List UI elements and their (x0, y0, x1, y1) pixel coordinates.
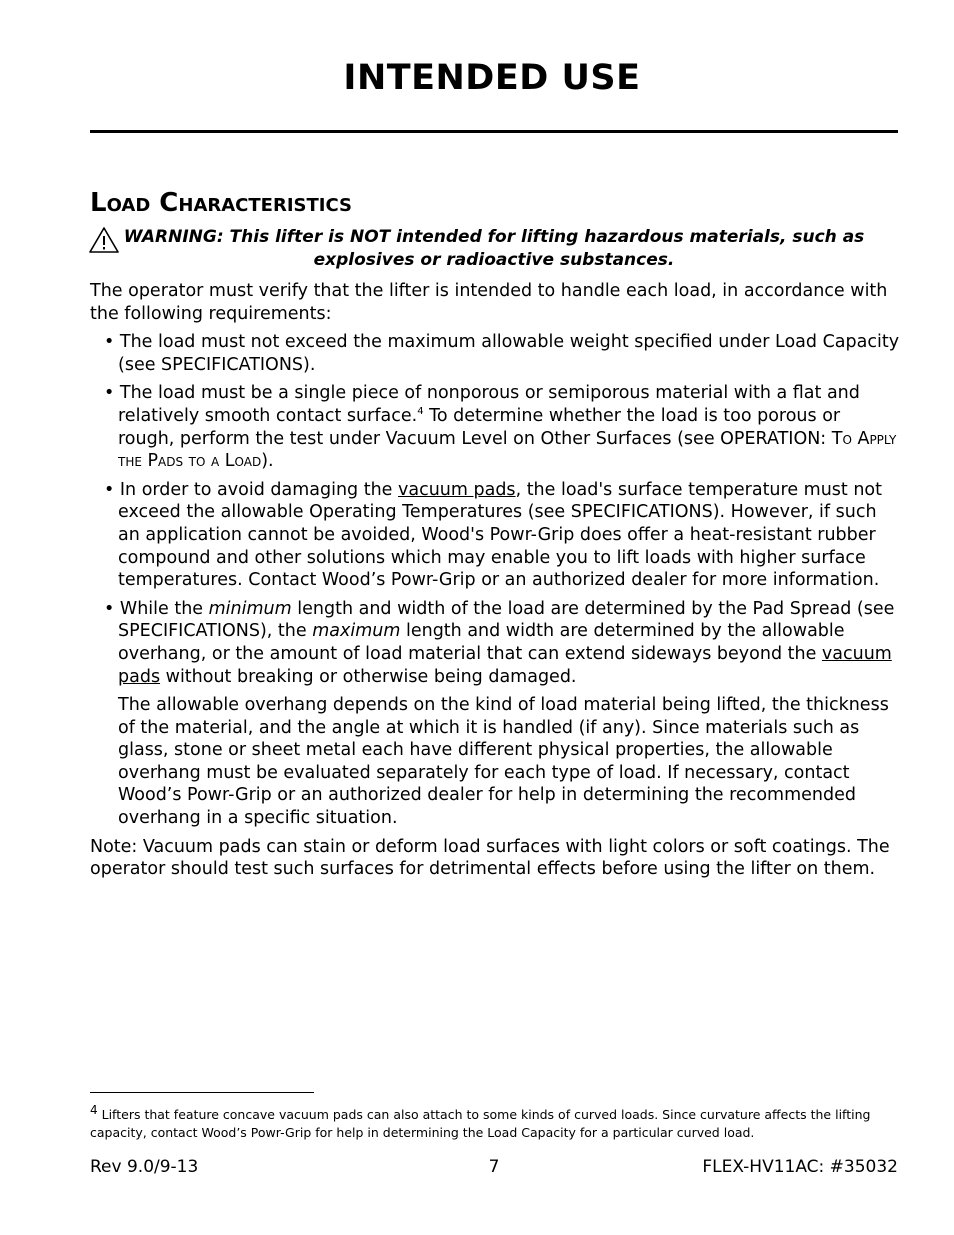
list-item: • The load must be a single piece of nonporous or semiporous material with a flat and relatively smooth contact surface.$^4$ To determine whether the load is too porous or rough, perform the test under Vacuum Level on Other Surfaces (see OPERATION: To Apply the Pads to a Load). (104, 383, 897, 472)
body-content (90, 280, 900, 887)
page-title: INTENDED USE (343, 58, 641, 98)
intro-paragraph: The operator must verify that the lifter is intended to handle each load, in accordance with the following requirements: (90, 281, 888, 324)
title-divider (90, 130, 898, 133)
list-item-continuation: The allowable overhang depends on the kind of load material being lifted, the thickness of the material, and the angle at which it is handled (if any). Since materials such as glass, stone or sheet metal each have different physical properties, the allowable overhang must be evaluated separately for each type of load. If necessary, contact Wood’s Powr-Grip or an authorized dealer for help in determining the recommended overhang in a specific situation. (118, 695, 889, 829)
footer-page-number: 7 (488, 1157, 500, 1177)
footnote-reference[interactable]: 4 (417, 405, 424, 417)
section-heading: Load Characteristics (90, 188, 352, 218)
footnote-divider (90, 1092, 314, 1093)
vacuum-pads-link[interactable]: vacuum pads (398, 479, 516, 500)
list-item: • The load must not exceed the maximum allowable weight specified under Load Capacity (see SPECIFICATIONS). (104, 332, 900, 375)
footnote-marker: 4 (90, 1103, 98, 1117)
footnote: $^4$ Lifters that feature concave vacuum pads can also attach to some kinds of curved loads. Since curvature affects the lifting capacity, contact Wood’s Powr-Grip for help in determining the Load Capacity for a particular curved load. (90, 1103, 871, 1140)
list-item: • While the minimum length and width of the load are determined by the Pad Spread (see SPECIFICATIONS), the maximum length and width are determined by the allowable overhang, or the amount of load material that can extend sideways beyond the vacuum pads without breaking or otherwise being damaged. (104, 598, 895, 687)
footer-model: FLEX-HV11AC: #35032 (702, 1157, 898, 1177)
list-item: • In order to avoid damaging the vacuum pads, the load's surface temperature must not exceed the allowable Operating Temperatures (see SPECIFICATIONS). However, if such an application cannot be avoided, Wood's Powr-Grip does offer a heat-resistant rubber compound and other solutions which may enable you to lift loads with higher surface temperatures. Contact Wood’s Powr-Grip or an authorized dealer for more information. (104, 479, 883, 591)
note-paragraph: Note: Vacuum pads can stain or deform load surfaces with light colors or soft coatings. The operator should test such surfaces for detrimental effects before using the lifter on them. (90, 836, 890, 880)
footer-revision: Rev 9.0/9-13 (90, 1157, 199, 1177)
warning-block (88, 226, 900, 272)
vacuum-pads-link[interactable]: vacuum pads (118, 643, 892, 687)
warning-triangle-icon (88, 226, 120, 254)
warning-text: WARNING: This lifter is NOT intended for lifting hazardous materials, such as explosives or radioactive substances. (123, 227, 865, 270)
